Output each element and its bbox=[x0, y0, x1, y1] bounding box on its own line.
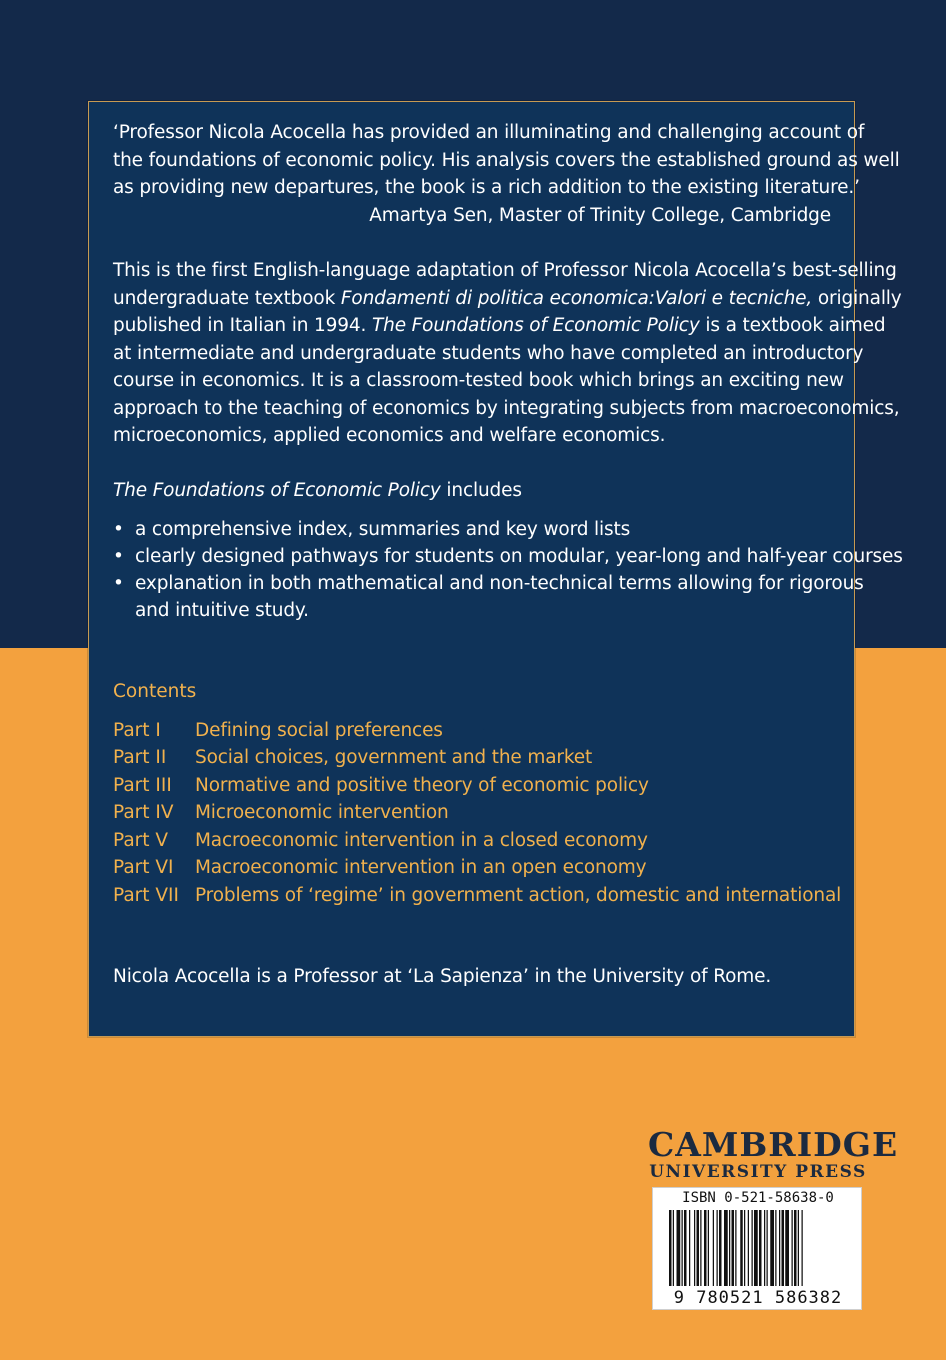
includes-word: includes bbox=[440, 480, 522, 501]
quote-line: as providing new departures, the book is a rich addition to the existing literature.’ bbox=[113, 177, 860, 198]
part-title: Defining social preferences bbox=[195, 720, 443, 741]
part-title: Microeconomic intervention bbox=[195, 802, 449, 823]
part-label: Part III bbox=[113, 775, 172, 796]
description-line: approach to the teaching of economics by integrating subjects from macroeconomics, bbox=[113, 398, 900, 419]
description-line: at intermediate and undergraduate students who have completed an introductory bbox=[113, 343, 864, 364]
blurb-panel bbox=[88, 101, 903, 1037]
part-title: Macroeconomic intervention in an open economy bbox=[195, 857, 647, 878]
description-text: published in Italian in 1994. bbox=[113, 315, 372, 336]
description-line bbox=[113, 315, 886, 336]
part-label: Part I bbox=[113, 720, 161, 741]
book-title: The Foundations of Economic Policy bbox=[113, 480, 441, 501]
description-line: microeconomics, applied economics and welfare economics. bbox=[113, 425, 666, 446]
quote-attribution: Amartya Sen, Master of Trinity College, Cambridge bbox=[369, 205, 831, 226]
part-label: Part V bbox=[113, 830, 169, 851]
publisher-name: CAMBRIDGE bbox=[648, 1125, 899, 1164]
quote-line: ‘Professor Nicola Acocella has provided an illuminating and challenging account of bbox=[113, 122, 865, 143]
description-text: is a textbook aimed bbox=[699, 315, 886, 336]
quote-line: the foundations of economic policy. His analysis covers the established ground as well bbox=[113, 150, 900, 171]
description-line: course in economics. It is a classroom-tested book which brings an exciting new bbox=[113, 370, 844, 391]
part-title: Macroeconomic intervention in a closed economy bbox=[195, 830, 648, 851]
part-label: Part VII bbox=[113, 885, 179, 906]
description-text: undergraduate textbook bbox=[113, 288, 341, 309]
part-title: Problems of ‘regime’ in government action, domestic and international bbox=[195, 885, 842, 906]
part-title: Social choices, government and the market bbox=[195, 747, 593, 768]
part-label: Part VI bbox=[113, 857, 174, 878]
isbn-number: ISBN 0-521-58638-0 bbox=[682, 1190, 834, 1206]
part-title: Normative and positive theory of economic policy bbox=[195, 775, 649, 796]
part-label: Part II bbox=[113, 747, 167, 768]
ean-number: 9 780521 586382 bbox=[673, 1288, 843, 1308]
italian-title: Fondamenti di politica economica:Valori e tecniche, bbox=[340, 288, 813, 309]
author-bio: Nicola Acocella is a Professor at ‘La Sapienza’ in the University of Rome. bbox=[113, 966, 772, 987]
bullet-item: a comprehensive index, summaries and key word lists bbox=[135, 519, 631, 540]
book-title: The Foundations of Economic Policy bbox=[371, 315, 700, 336]
publisher-logo bbox=[648, 1125, 899, 1182]
bullet-icon: • bbox=[113, 573, 124, 594]
includes-heading bbox=[113, 480, 522, 501]
description-line bbox=[113, 288, 902, 309]
description-line: This is the first English-language adaptation of Professor Nicola Acocella’s best-selling bbox=[113, 260, 897, 281]
bullet-item: explanation in both mathematical and non-technical terms allowing for rigorous bbox=[135, 573, 864, 594]
contents-title: Contents bbox=[113, 681, 197, 702]
publisher-subtitle: UNIVERSITY PRESS bbox=[649, 1162, 867, 1182]
part-label: Part IV bbox=[113, 802, 174, 823]
description-text: originally bbox=[812, 288, 902, 309]
bullet-item: clearly designed pathways for students on modular, year-long and half-year courses bbox=[135, 546, 903, 567]
bullet-icon: • bbox=[113, 546, 124, 567]
bullet-item-continuation: and intuitive study. bbox=[135, 600, 309, 621]
bullet-icon: • bbox=[113, 519, 124, 540]
barcode bbox=[652, 1187, 862, 1310]
